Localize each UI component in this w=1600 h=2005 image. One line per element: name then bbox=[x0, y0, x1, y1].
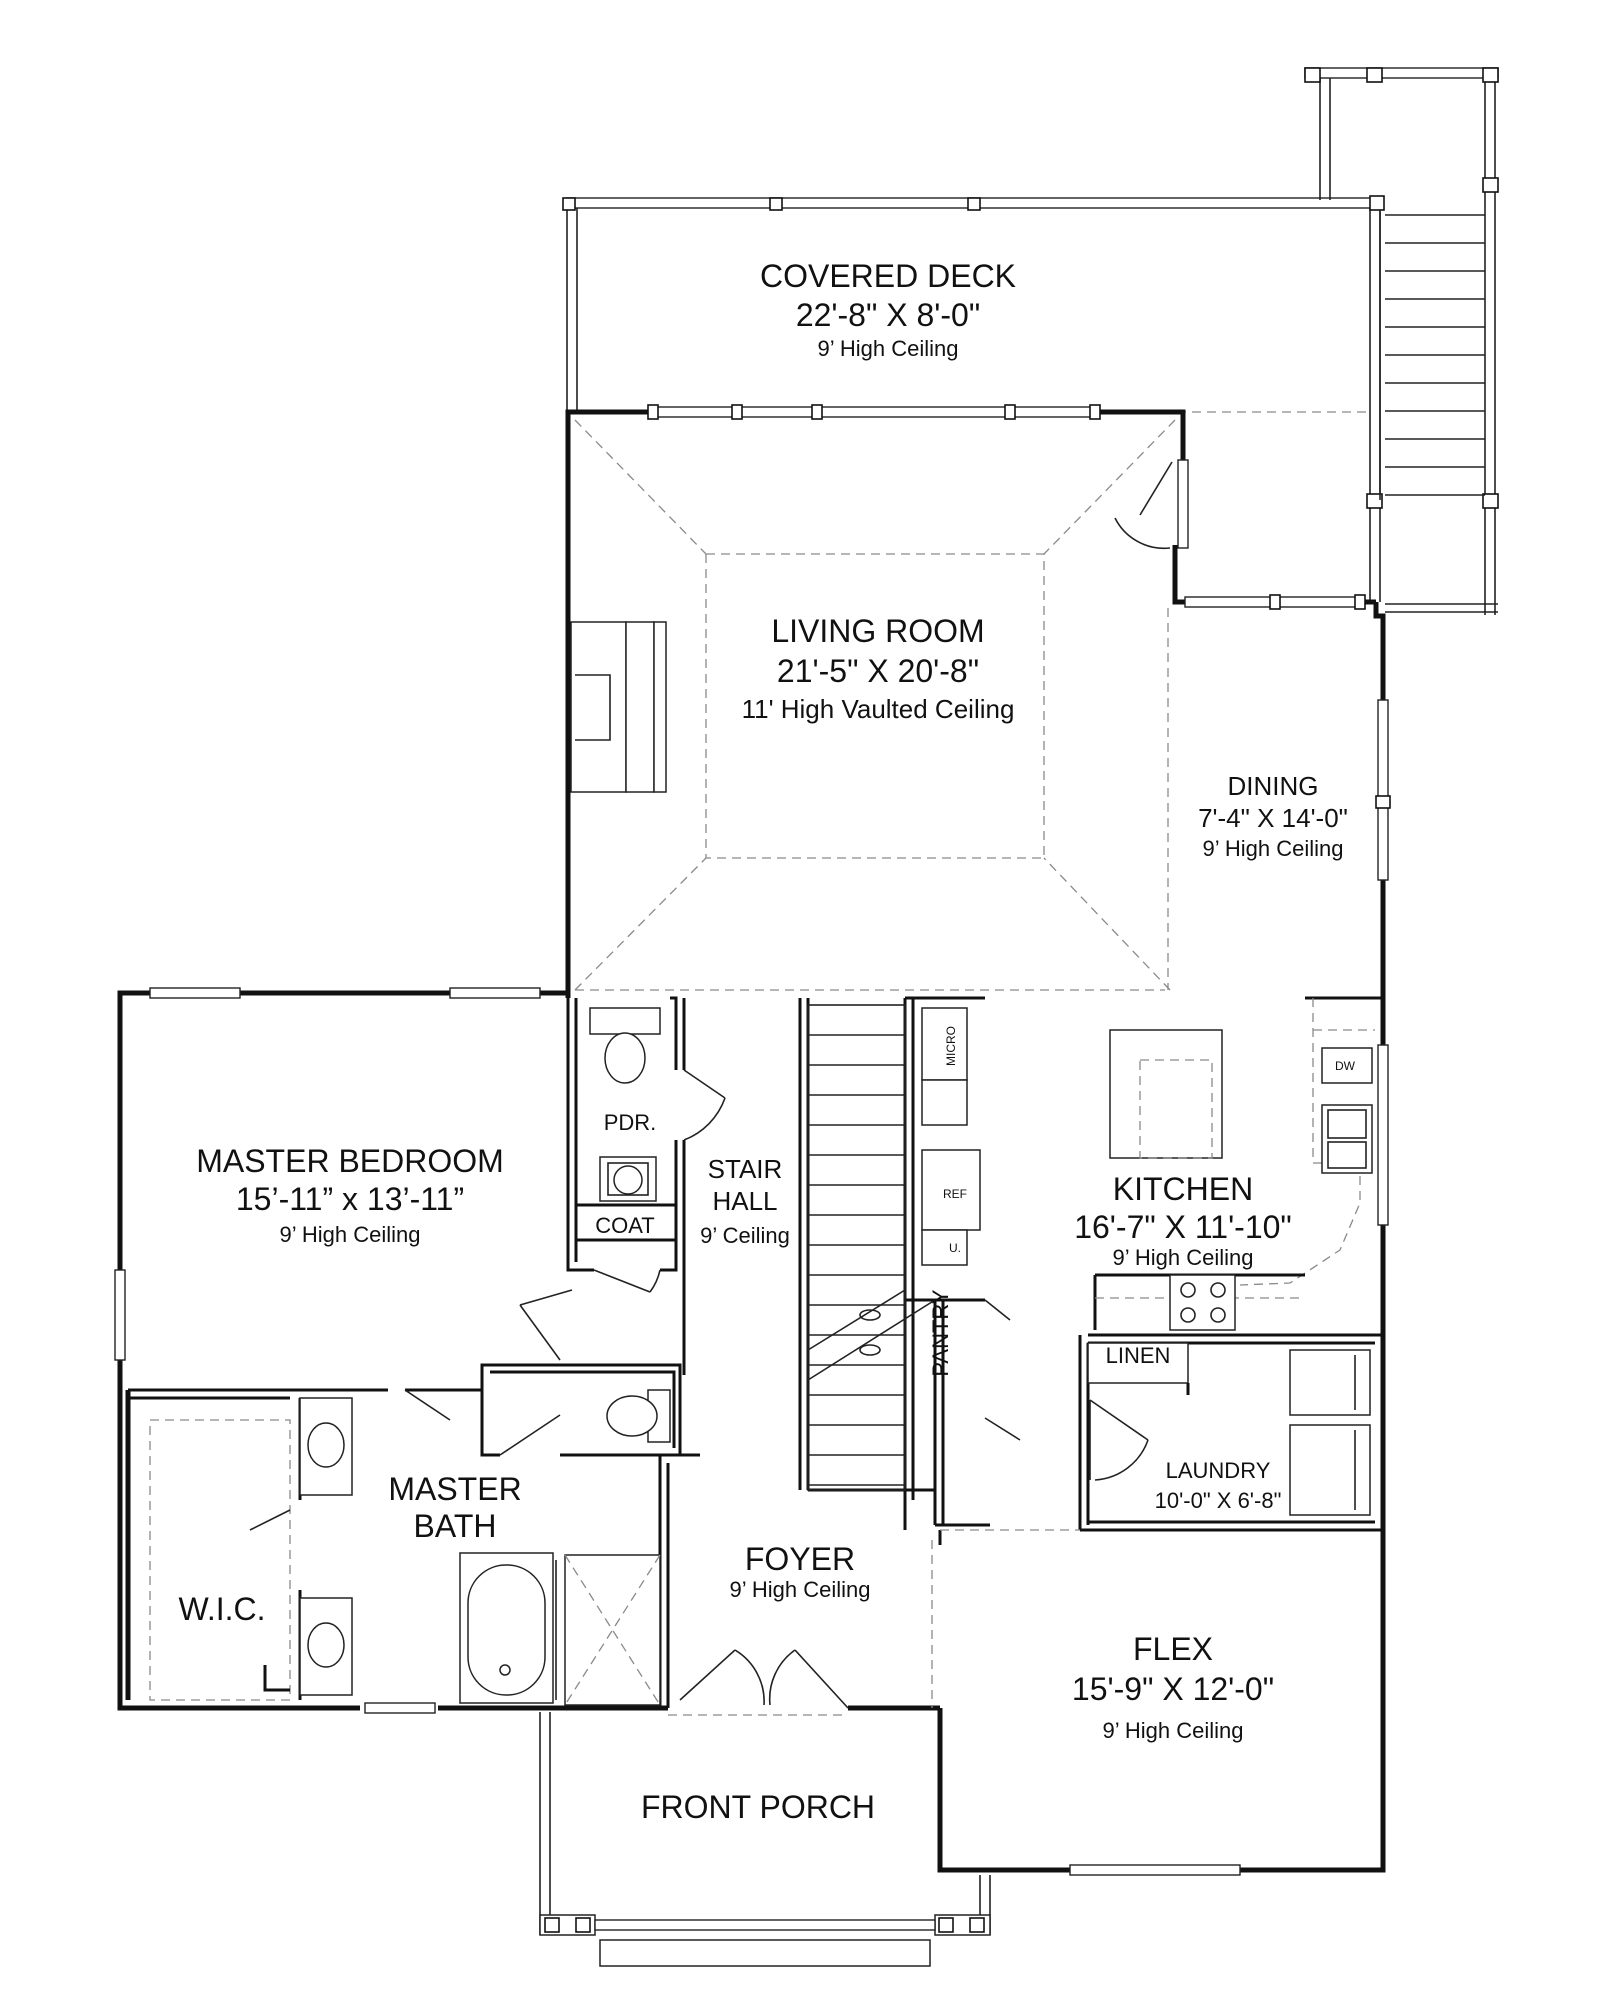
dining-ceiling: 9’ High Ceiling bbox=[1202, 836, 1344, 861]
stair-hall-ceiling: 9’ Ceiling bbox=[700, 1223, 790, 1248]
kitchen-fixtures bbox=[922, 998, 1375, 1330]
flex-size: 15'-9" X 12'-0" bbox=[1071, 1671, 1275, 1707]
stair-hall-line1: STAIR bbox=[707, 1154, 783, 1184]
dining-size: 7'-4" X 14'-0" bbox=[1198, 803, 1348, 833]
deck-door bbox=[1115, 462, 1172, 548]
master-bedroom-size: 15’-11” x 13’-11” bbox=[235, 1181, 465, 1217]
pdr-name: PDR. bbox=[603, 1110, 657, 1135]
flex-ceiling: 9’ High Ceiling bbox=[1102, 1718, 1244, 1743]
master-bath-line1: MASTER bbox=[388, 1471, 522, 1507]
coat-name: COAT bbox=[595, 1213, 655, 1238]
living-room-name: LIVING ROOM bbox=[771, 613, 985, 649]
dining-name: DINING bbox=[1227, 771, 1319, 801]
pantry-name: PANTRY bbox=[928, 1289, 953, 1377]
laundry-fixtures bbox=[1290, 1350, 1370, 1515]
laundry-name: LAUNDRY bbox=[1165, 1458, 1271, 1483]
wic-name: W.I.C. bbox=[178, 1591, 266, 1627]
main-stairs bbox=[808, 1005, 935, 1490]
master-bath-line2: BATH bbox=[413, 1508, 497, 1544]
dw-label: DW bbox=[1335, 1059, 1355, 1073]
covered-deck-size: 22'-8" X 8'-0" bbox=[795, 297, 981, 333]
foyer-ceiling: 9’ High Ceiling bbox=[729, 1577, 871, 1602]
deck-stairs bbox=[1305, 68, 1498, 615]
bath-fixtures bbox=[300, 1390, 670, 1705]
front-porch-name: FRONT PORCH bbox=[640, 1789, 876, 1825]
covered-deck-ceiling: 9’ High Ceiling bbox=[817, 336, 959, 361]
foyer-name: FOYER bbox=[744, 1541, 856, 1577]
kitchen-name: KITCHEN bbox=[1112, 1171, 1254, 1207]
powder-fixtures bbox=[590, 1008, 660, 1201]
living-room-size: 21'-5" X 20'-8" bbox=[776, 653, 980, 689]
ref-label: REF bbox=[943, 1187, 967, 1201]
kitchen-ceiling: 9’ High Ceiling bbox=[1112, 1245, 1254, 1270]
flex-name: FLEX bbox=[1132, 1631, 1214, 1667]
covered-deck-name: COVERED DECK bbox=[759, 258, 1017, 294]
u-label: U. bbox=[949, 1241, 961, 1255]
fireplace bbox=[571, 622, 666, 792]
master-bedroom-name: MASTER BEDROOM bbox=[196, 1143, 504, 1179]
linen-name: LINEN bbox=[1105, 1343, 1171, 1368]
micro-label: MICRO bbox=[944, 1026, 958, 1066]
stair-hall-line2: HALL bbox=[712, 1186, 778, 1216]
front-porch-structure bbox=[540, 1712, 990, 1966]
covered-deck-structure bbox=[563, 196, 1384, 602]
living-room-ceiling: 11' High Vaulted Ceiling bbox=[741, 694, 1015, 724]
kitchen-size: 16'-7" X 11'-10" bbox=[1074, 1209, 1292, 1245]
laundry-size: 10'-0" X 6'-8" bbox=[1154, 1488, 1282, 1513]
master-bedroom-ceiling: 9’ High Ceiling bbox=[279, 1222, 421, 1247]
